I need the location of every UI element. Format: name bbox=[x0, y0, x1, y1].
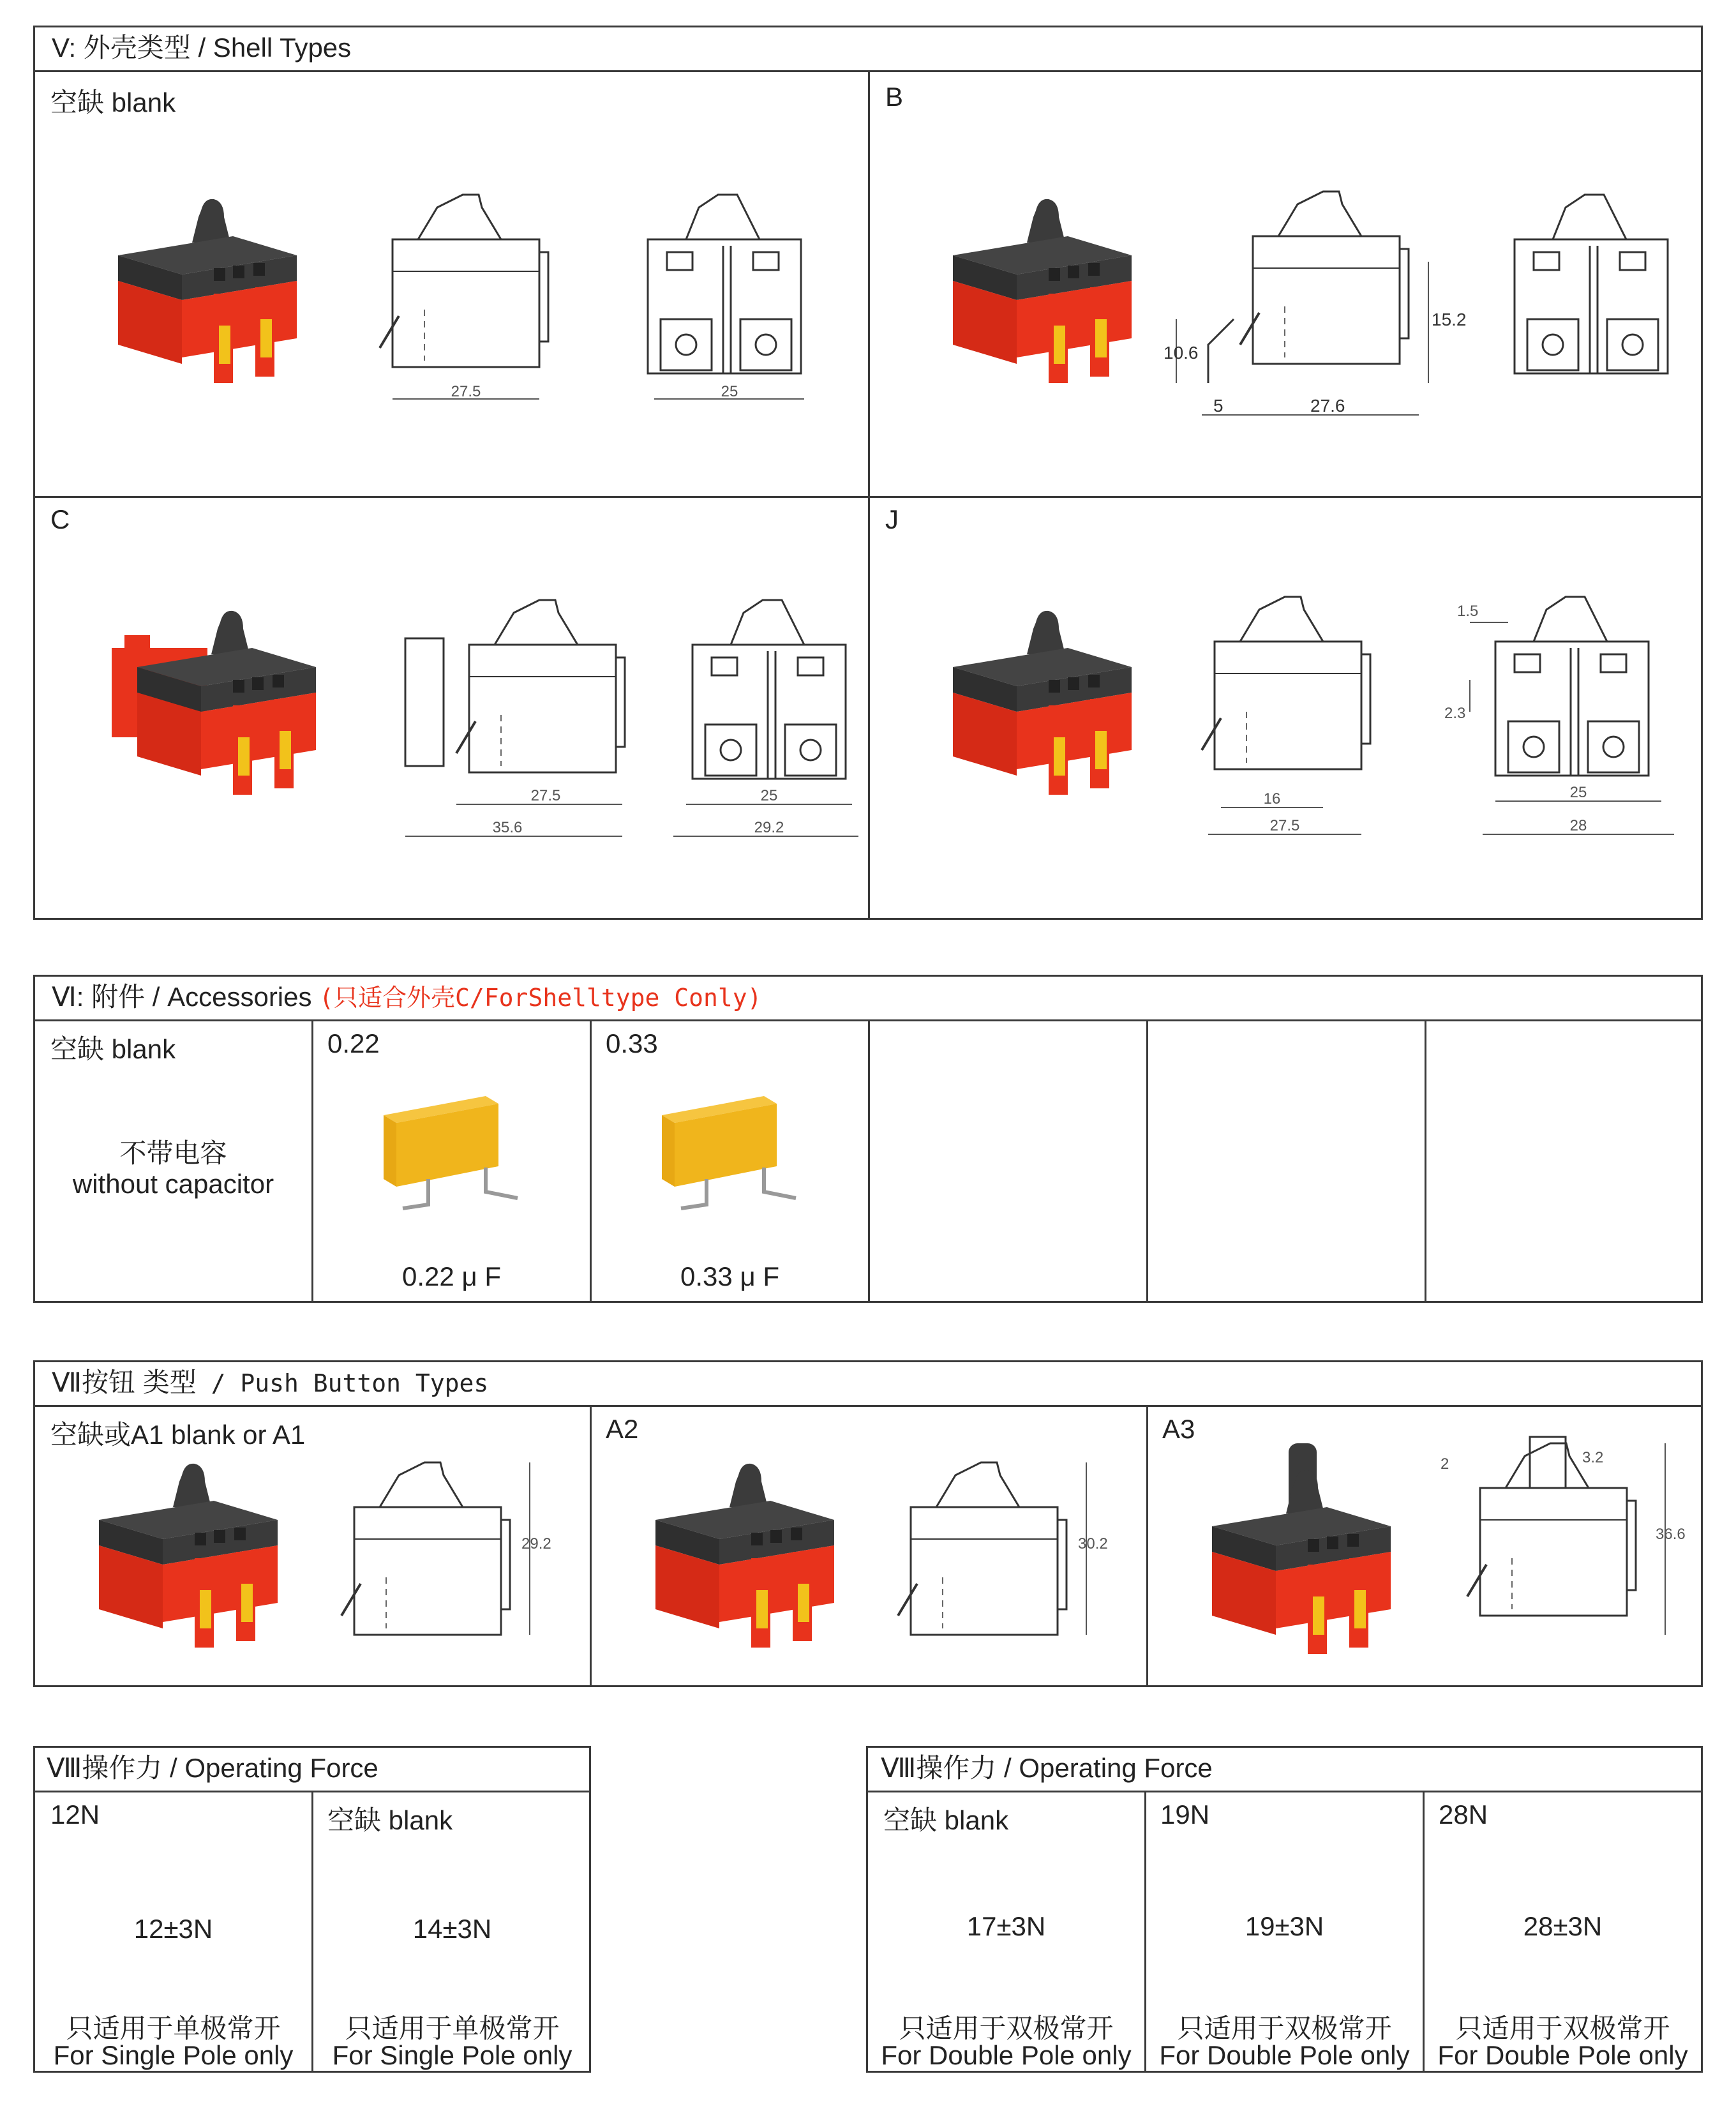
dim-label: 3.2 bbox=[1582, 1449, 1604, 1466]
dim-label: 27.5 bbox=[530, 787, 561, 804]
dim-label: 2.3 bbox=[1444, 705, 1466, 722]
force-label: 19N bbox=[1160, 1799, 1210, 1829]
button-drawing bbox=[1429, 1418, 1697, 1660]
switch-illustration bbox=[105, 198, 310, 402]
divider bbox=[868, 1019, 870, 1303]
dim-label: 15.2 bbox=[1432, 310, 1467, 329]
shell-cell-j bbox=[870, 498, 1703, 920]
force-label: 空缺 blank bbox=[883, 1805, 1009, 1835]
force-note-en: For Double Pole only bbox=[1159, 2040, 1410, 2070]
force-cell-blank bbox=[313, 1791, 591, 2073]
accessories-table bbox=[33, 975, 1703, 1303]
push-button-title-cn: Ⅶ按钮 类型 bbox=[52, 1367, 197, 1397]
accessories-header bbox=[35, 977, 1701, 1021]
accessories-note: (只适合外壳C/ForShelltype Conly) bbox=[319, 984, 762, 1012]
accessory-cell-033 bbox=[592, 1019, 868, 1303]
push-button-header bbox=[35, 1362, 1701, 1407]
dim-label: 36.6 bbox=[1656, 1526, 1686, 1543]
force-note-en: For Single Pole only bbox=[332, 2040, 572, 2070]
switch-illustration bbox=[99, 610, 329, 814]
side-view-drawing bbox=[673, 600, 865, 855]
accessory-label: 空缺 blank bbox=[50, 1034, 176, 1064]
force-single-table bbox=[33, 1746, 591, 2073]
shell-types-header: V: 外壳类型 / Shell Types bbox=[35, 27, 1701, 72]
shell-label: J bbox=[885, 504, 899, 534]
dim-label: 1.5 bbox=[1457, 603, 1479, 620]
force-note-en: For Double Pole only bbox=[881, 2040, 1132, 2070]
dim-label: 28 bbox=[1569, 817, 1587, 834]
shell-types-table bbox=[33, 26, 1703, 920]
dim-label: 29.2 bbox=[521, 1535, 551, 1552]
force-note-en: For Single Pole only bbox=[53, 2040, 294, 2070]
accessory-desc-en: without capacitor bbox=[72, 1169, 274, 1199]
accessory-label: 0.22 bbox=[327, 1028, 380, 1058]
dim-label: 25 bbox=[1569, 784, 1587, 801]
force-note-cn: 只适用于单极常开 bbox=[66, 2013, 281, 2043]
dim-label: 10.6 bbox=[1164, 343, 1199, 363]
force-label: 空缺 blank bbox=[327, 1805, 453, 1835]
shell-label: B bbox=[885, 82, 904, 112]
force-note-cn: 只适用于双极常开 bbox=[1177, 2013, 1392, 2043]
side-view-drawing bbox=[1444, 597, 1674, 852]
force-value: 17±3N bbox=[966, 1911, 1046, 1941]
button-label: A2 bbox=[606, 1414, 639, 1444]
button-cell-a2 bbox=[592, 1405, 1146, 1687]
dim-label: 16 bbox=[1263, 790, 1281, 808]
front-view-drawing bbox=[1164, 192, 1467, 434]
switch-illustration bbox=[940, 198, 1144, 402]
dim-label: 27.5 bbox=[1269, 817, 1300, 834]
accessory-desc-cn: 不带电容 bbox=[119, 1138, 227, 1168]
force-note-cn: 只适用于双极常开 bbox=[899, 2013, 1114, 2043]
force-note-en: For Double Pole only bbox=[1437, 2040, 1688, 2070]
dim-label: 29.2 bbox=[754, 819, 784, 836]
button-drawing bbox=[885, 1462, 1128, 1667]
accessory-label: 0.33 bbox=[606, 1028, 658, 1058]
force-value: 19±3N bbox=[1245, 1911, 1324, 1941]
push-button-table bbox=[33, 1360, 1703, 1687]
force-cell-28n bbox=[1425, 1791, 1701, 2073]
shell-cell-blank bbox=[35, 70, 868, 496]
switch-illustration bbox=[643, 1462, 847, 1667]
switch-illustration bbox=[940, 610, 1144, 814]
front-view-drawing bbox=[405, 600, 635, 855]
switch-illustration bbox=[1199, 1443, 1403, 1673]
force-double-table bbox=[866, 1746, 1703, 2073]
dim-label: 25 bbox=[721, 383, 738, 400]
shell-label: C bbox=[50, 504, 70, 534]
button-label: 空缺或A1 blank or A1 bbox=[50, 1420, 306, 1450]
shell-label: 空缺 blank bbox=[50, 87, 176, 117]
force-cell-19n bbox=[1146, 1791, 1423, 2073]
push-button-title-en: / Push Button Types bbox=[196, 1369, 489, 1397]
accessory-caption: 0.33 μ F bbox=[680, 1261, 779, 1291]
force-value: 28±3N bbox=[1523, 1911, 1603, 1941]
front-view-drawing bbox=[1189, 597, 1393, 852]
force-value: 12±3N bbox=[133, 1914, 213, 1944]
front-view-drawing bbox=[367, 195, 558, 424]
force-cell-12n bbox=[35, 1791, 311, 2073]
force-note-cn: 只适用于单极常开 bbox=[345, 2013, 560, 2043]
accessory-caption: 0.22 μ F bbox=[402, 1261, 501, 1291]
force-note-cn: 只适用于双极常开 bbox=[1455, 2013, 1670, 2043]
force-value: 14±3N bbox=[412, 1914, 492, 1944]
dim-label: 25 bbox=[760, 787, 778, 804]
capacitor-illustration bbox=[377, 1090, 530, 1230]
button-cell-a1 bbox=[35, 1405, 590, 1687]
accessory-cell-022 bbox=[313, 1019, 590, 1303]
side-view-drawing bbox=[635, 195, 814, 424]
dim-label: 30.2 bbox=[1078, 1535, 1108, 1552]
switch-illustration bbox=[86, 1462, 290, 1667]
accessories-title: Ⅵ: 附件 / Accessories bbox=[52, 982, 320, 1012]
capacitor-illustration bbox=[655, 1090, 809, 1230]
divider bbox=[1425, 1019, 1426, 1303]
force-label: 12N bbox=[50, 1799, 100, 1829]
force-label: 28N bbox=[1439, 1799, 1488, 1829]
force-double-header: Ⅷ操作力 / Operating Force bbox=[868, 1748, 1701, 1792]
dim-label: 5 bbox=[1213, 396, 1223, 416]
button-drawing bbox=[329, 1462, 571, 1667]
shell-cell-c bbox=[35, 498, 868, 920]
dim-label: 35.6 bbox=[492, 819, 523, 836]
divider bbox=[1146, 1019, 1148, 1303]
side-view-drawing bbox=[1502, 195, 1680, 424]
force-single-header: Ⅷ操作力 / Operating Force bbox=[35, 1748, 589, 1792]
button-label: A3 bbox=[1162, 1414, 1195, 1444]
dim-label: 27.5 bbox=[451, 383, 481, 400]
dim-label: 2 bbox=[1440, 1455, 1449, 1473]
button-cell-a3 bbox=[1148, 1405, 1703, 1687]
force-cell-blank bbox=[868, 1791, 1144, 2073]
dim-label: 27.6 bbox=[1310, 396, 1345, 416]
accessory-cell-blank bbox=[35, 1019, 311, 1303]
shell-cell-b bbox=[870, 70, 1703, 496]
